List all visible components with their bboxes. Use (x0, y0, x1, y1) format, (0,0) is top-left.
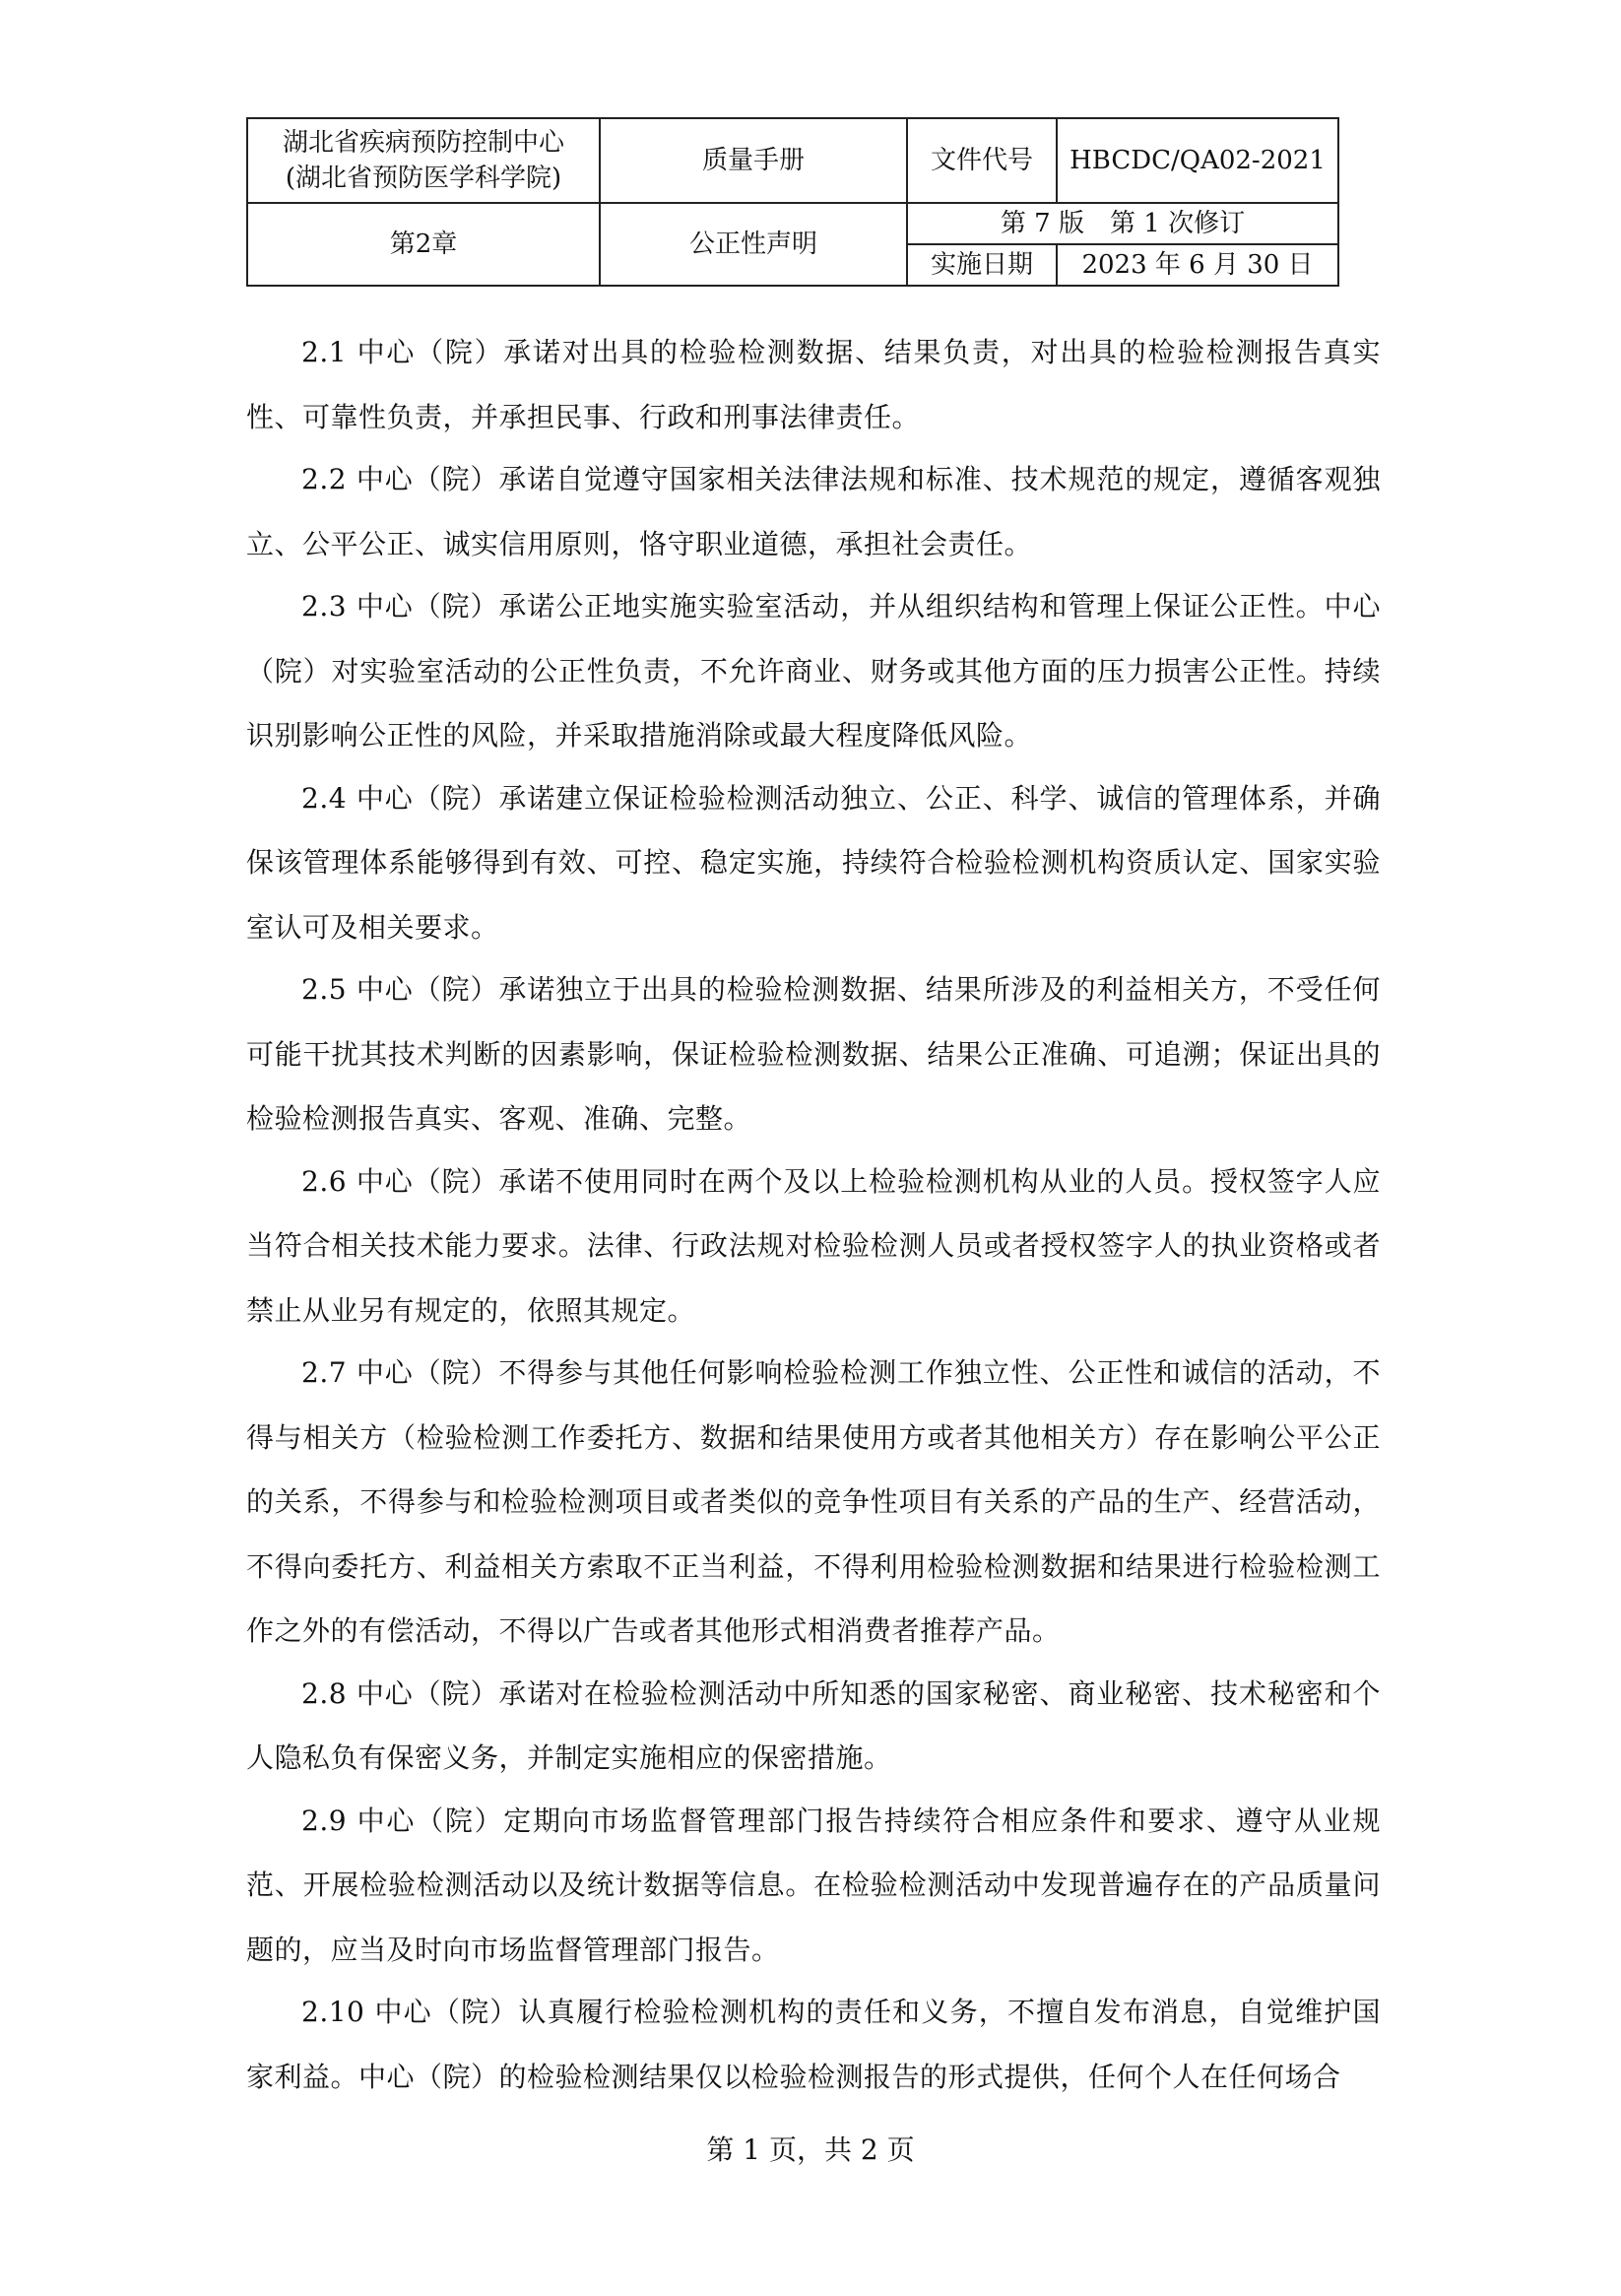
document-code-label: 文件代号 (907, 118, 1057, 203)
version-info: 第 7 版 第 1 次修订 (907, 203, 1338, 244)
effective-date-label: 实施日期 (907, 244, 1057, 286)
paragraph-2-9: 2.9 中心（院）定期向市场监督管理部门报告持续符合相应条件和要求、遵守从业规范、开展检验检测活动以及统计数据等信息。在检验检测活动中发现普遍存在的产品质量问题的，应当及时向市场监督管理部门报告。 (246, 1804, 1381, 1966)
document-type: 质量手册 (600, 118, 907, 203)
organization-cell (247, 118, 600, 203)
paragraph-2-6: 2.6 中心（院）承诺不使用同时在两个及以上检验检测机构从业的人员。授权签字人应当符合相关技术能力要求。法律、行政法规对检验检测人员或者授权签字人的执业资格或者禁止从业另有规定的，依照其规定。 (246, 1164, 1381, 1327)
paragraph-2-1: 2.1 中心（院）承诺对出具的检验检测数据、结果负责，对出具的检验检测报告真实性、可靠性负责，并承担民事、行政和刑事法律责任。 (246, 336, 1381, 433)
page-number: 第 1 页，共 2 页 (706, 2133, 915, 2166)
header-row-2 (247, 203, 1338, 244)
paragraph-2-5: 2.5 中心（院）承诺独立于出具的检验检测数据、结果所涉及的利益相关方，不受任何可能干扰其技术判断的因素影响，保证检验检测数据、结果公正准确、可追溯；保证出具的检验检测报告真实、客观、准确、完整。 (246, 973, 1381, 1135)
organization-alt-name: (湖北省预防医学科学院) (285, 164, 562, 193)
document-code: HBCDC/QA02-2021 (1057, 118, 1338, 203)
paragraph-2-3: 2.3 中心（院）承诺公正地实施实验室活动，并从组织结构和管理上保证公正性。中心（院）对实验室活动的公正性负责，不允许商业、财务或其他方面的压力损害公正性。持续识别影响公正性的风险，并采取措施消除或最大程度降低风险。 (246, 590, 1381, 752)
paragraph-2-2: 2.2 中心（院）承诺自觉遵守国家相关法律法规和标准、技术规范的规定，遵循客观独立、公平公正、诚实信用原则，恪守职业道德，承担社会责任。 (246, 463, 1381, 560)
organization-name: 湖北省疾病预防控制中心 (282, 128, 564, 158)
paragraph-2-7: 2.7 中心（院）不得参与其他任何影响检验检测工作独立性、公正性和诚信的活动，不得与相关方（检验检测工作委托方、数据和结果使用方或者其他相关方）存在影响公平公正的关系，不得参与和检验检测项目或者类似的竞争性项目有关系的产品的生产、经营活动，不得向委托方、利益相关方索取不正当利益，不得利用检验检测数据和结果进行检验检测工作之外的有偿活动，不得以广告或者其他形式相消费者推荐产品。 (246, 1356, 1381, 1647)
paragraph-2-4: 2.4 中心（院）承诺建立保证检验检测活动独立、公正、科学、诚信的管理体系，并确保该管理体系能够得到有效、可控、稳定实施，持续符合检验检测机构资质认定、国家实验室认可及相关要求。 (246, 781, 1381, 944)
paragraph-2-8: 2.8 中心（院）承诺对在检验检测活动中所知悉的国家秘密、商业秘密、技术秘密和个人隐私负有保密义务，并制定实施相应的保密措施。 (246, 1676, 1381, 1774)
document-body (246, 320, 1381, 2107)
header-row-1 (247, 118, 1338, 203)
document-header-table (246, 117, 1339, 287)
paragraph-2-10: 2.10 中心（院）认真履行检验检测机构的责任和义务，不擅自发布消息，自觉维护国家利益。中心（院）的检验检测结果仅以检验检测报告的形式提供，任何个人在任何场合 (246, 1996, 1381, 2093)
chapter-number: 第2章 (247, 203, 600, 286)
section-title: 公正性声明 (600, 203, 907, 286)
effective-date: 2023 年 6 月 30 日 (1057, 244, 1338, 286)
